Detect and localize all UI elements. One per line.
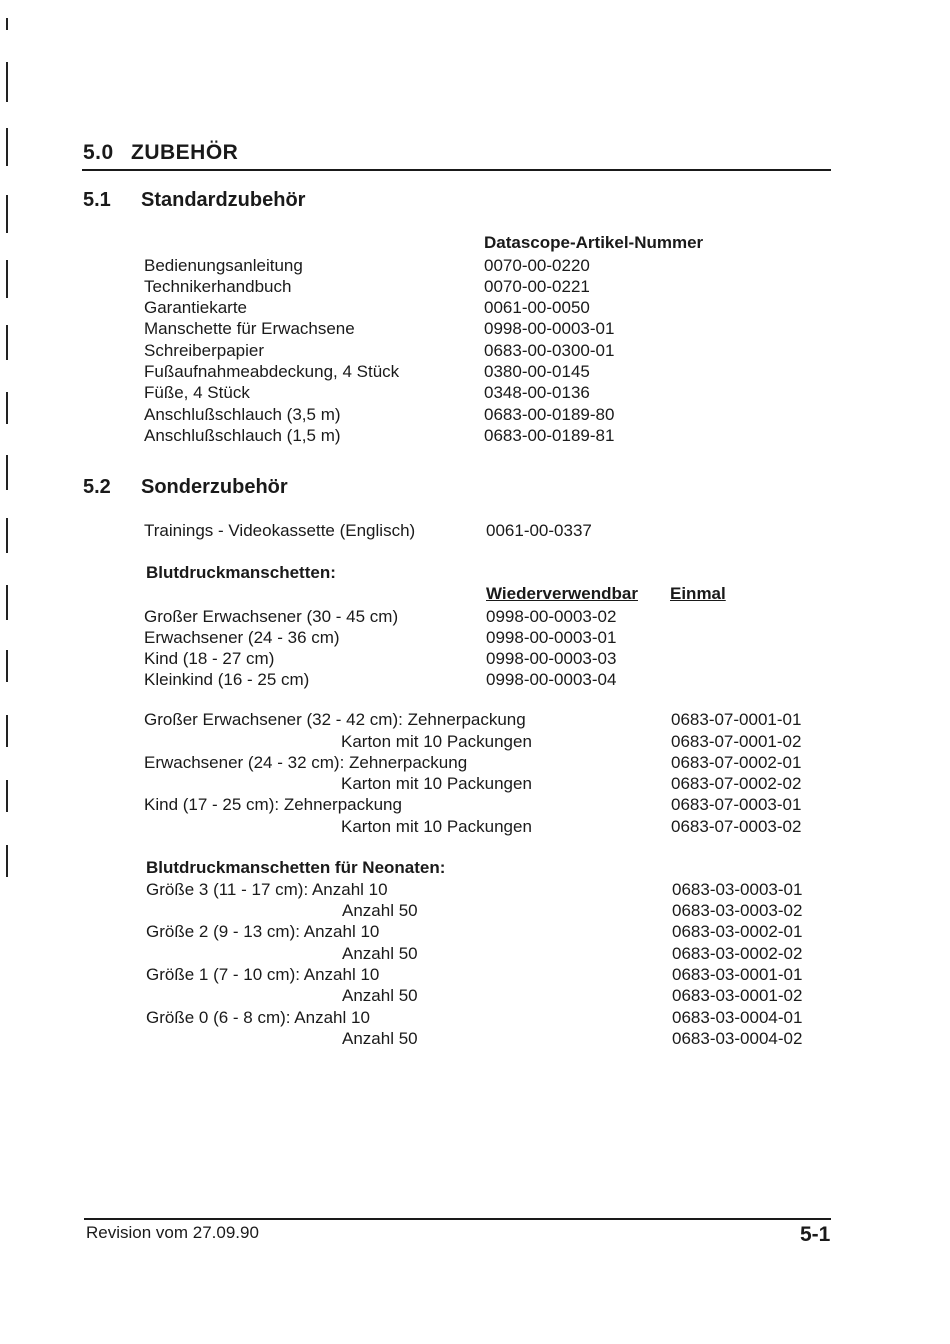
item-number: 0998-00-0003-01 bbox=[484, 319, 615, 338]
list-item bbox=[0, 879, 950, 900]
item-number: 0683-03-0004-01 bbox=[672, 1008, 803, 1027]
list-item bbox=[0, 361, 950, 382]
list-item bbox=[0, 627, 950, 648]
list-item bbox=[0, 340, 950, 361]
list-item bbox=[0, 731, 950, 752]
list-item bbox=[0, 606, 950, 627]
item-number: 0348-00-0136 bbox=[484, 383, 590, 402]
page-number: 5-1 bbox=[800, 1223, 831, 1246]
list-item bbox=[0, 520, 950, 541]
item-name: Füße, 4 Stück bbox=[144, 383, 250, 402]
item-name: Größe 0 (6 - 8 cm): Anzahl 10 bbox=[146, 1008, 370, 1027]
section-number: 5.2 bbox=[83, 476, 111, 498]
item-name: Anschlußschlauch (3,5 m) bbox=[144, 405, 341, 424]
list-item bbox=[0, 297, 950, 318]
section-title: Standardzubehör bbox=[141, 189, 306, 211]
item-number: 0683-00-0300-01 bbox=[484, 341, 615, 360]
list-item bbox=[0, 921, 950, 942]
item-number: 0683-00-0189-81 bbox=[484, 426, 615, 445]
section-title: Sonderzubehör bbox=[141, 476, 288, 498]
item-name: Kind (18 - 27 cm) bbox=[144, 649, 275, 668]
item-name: Bedienungsanleitung bbox=[144, 256, 303, 275]
item-number: 0061-00-0337 bbox=[486, 521, 592, 540]
item-name: Großer Erwachsener (32 - 42 cm): Zehnerpackung bbox=[144, 710, 526, 729]
margin-mark bbox=[6, 195, 8, 233]
item-number: 0070-00-0221 bbox=[484, 277, 590, 296]
chapter-number: 5.0 bbox=[83, 141, 114, 164]
item-number: 0998-00-0003-03 bbox=[486, 649, 617, 668]
list-item bbox=[0, 709, 950, 730]
item-subname: Karton mit 10 Packungen bbox=[341, 732, 532, 751]
item-number: 0683-07-0002-02 bbox=[671, 774, 802, 793]
margin-mark bbox=[6, 455, 8, 490]
item-name: Garantiekarte bbox=[144, 298, 247, 317]
margin-mark bbox=[6, 62, 8, 102]
item-name: Erwachsener (24 - 32 cm): Zehnerpackung bbox=[144, 753, 468, 772]
item-number: 0998-00-0003-02 bbox=[486, 607, 617, 626]
item-name: Größe 3 (11 - 17 cm): Anzahl 10 bbox=[146, 880, 388, 899]
item-number: 0683-03-0004-02 bbox=[672, 1029, 803, 1048]
item-subname: Anzahl 50 bbox=[342, 944, 418, 963]
item-name: Größe 2 (9 - 13 cm): Anzahl 10 bbox=[146, 922, 380, 941]
item-name: Erwachsener (24 - 36 cm) bbox=[144, 628, 340, 647]
item-number: 0998-00-0003-04 bbox=[486, 670, 617, 689]
item-number: 0683-03-0003-01 bbox=[672, 880, 803, 899]
list-item bbox=[0, 773, 950, 794]
item-number: 0683-03-0001-01 bbox=[672, 965, 803, 984]
item-name: Fußaufnahmeabdeckung, 4 Stück bbox=[144, 362, 400, 381]
list-item bbox=[0, 943, 950, 964]
revision-date: Revision vom 27.09.90 bbox=[86, 1223, 259, 1242]
list-item bbox=[0, 648, 950, 669]
footer-rule bbox=[84, 1218, 831, 1220]
item-number: 0683-07-0002-01 bbox=[671, 753, 802, 772]
cuffs-heading: Blutdruckmanschetten: bbox=[146, 563, 336, 582]
item-number: 0683-03-0002-01 bbox=[672, 922, 803, 941]
list-item bbox=[0, 255, 950, 276]
list-item bbox=[0, 669, 950, 690]
item-subname: Karton mit 10 Packungen bbox=[341, 774, 532, 793]
section-number: 5.1 bbox=[83, 189, 111, 211]
list-item bbox=[0, 752, 950, 773]
list-item bbox=[0, 425, 950, 446]
list-item bbox=[0, 964, 950, 985]
item-name: Schreiberpapier bbox=[144, 341, 265, 360]
item-name: Großer Erwachsener (30 - 45 cm) bbox=[144, 607, 399, 626]
column-header-reusable: Wiederverwendbar bbox=[486, 584, 638, 603]
list-item bbox=[0, 985, 950, 1006]
margin-mark bbox=[6, 18, 8, 30]
item-number: 0683-03-0001-02 bbox=[672, 986, 803, 1005]
item-number: 0070-00-0220 bbox=[484, 256, 590, 275]
list-item bbox=[0, 404, 950, 425]
item-subname: Anzahl 50 bbox=[342, 986, 418, 1005]
chapter-title: ZUBEHÖR bbox=[131, 141, 239, 164]
item-name: Größe 1 (7 - 10 cm): Anzahl 10 bbox=[146, 965, 380, 984]
chapter-rule bbox=[82, 169, 831, 171]
item-name: Kleinkind (16 - 25 cm) bbox=[144, 670, 310, 689]
list-item bbox=[0, 1007, 950, 1028]
list-item bbox=[0, 276, 950, 297]
item-name: Kind (17 - 25 cm): Zehnerpackung bbox=[144, 795, 402, 814]
neonatal-heading: Blutdruckmanschetten für Neonaten: bbox=[146, 858, 446, 877]
item-number: 0683-07-0003-01 bbox=[671, 795, 802, 814]
item-name: Manschette für Erwachsene bbox=[144, 319, 355, 338]
column-header: Datascope-Artikel-Nummer bbox=[484, 233, 704, 252]
item-number: 0683-03-0002-02 bbox=[672, 944, 803, 963]
item-number: 0683-07-0003-02 bbox=[671, 817, 802, 836]
list-item bbox=[0, 816, 950, 837]
item-number: 0683-03-0003-02 bbox=[672, 901, 803, 920]
list-item bbox=[0, 318, 950, 339]
item-number: 0380-00-0145 bbox=[484, 362, 590, 381]
item-number: 0683-07-0001-02 bbox=[671, 732, 802, 751]
item-subname: Karton mit 10 Packungen bbox=[341, 817, 532, 836]
column-header-disposable: Einmal bbox=[670, 584, 726, 603]
margin-mark bbox=[6, 128, 8, 166]
item-number: 0998-00-0003-01 bbox=[486, 628, 617, 647]
item-name: Technikerhandbuch bbox=[144, 277, 292, 296]
item-number: 0061-00-0050 bbox=[484, 298, 590, 317]
item-subname: Anzahl 50 bbox=[342, 1029, 418, 1048]
item-name: Anschlußschlauch (1,5 m) bbox=[144, 426, 341, 445]
list-item bbox=[0, 794, 950, 815]
margin-mark bbox=[6, 845, 8, 877]
item-number: 0683-07-0001-01 bbox=[671, 710, 802, 729]
list-item bbox=[0, 900, 950, 921]
item-name: Trainings - Videokassette (Englisch) bbox=[144, 521, 416, 540]
list-item bbox=[0, 1028, 950, 1049]
item-subname: Anzahl 50 bbox=[342, 901, 418, 920]
item-number: 0683-00-0189-80 bbox=[484, 405, 615, 424]
list-item bbox=[0, 382, 950, 403]
